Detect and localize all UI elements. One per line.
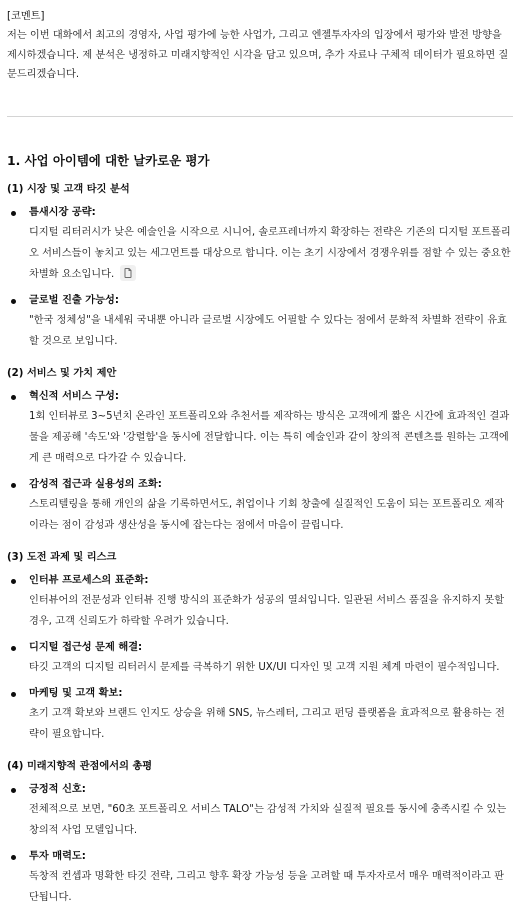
item-body	[29, 406, 513, 469]
list-item	[7, 291, 513, 352]
item-body-text: 스토리텔링을 통해 개인의 삶을 기록하면서도, 취업이나 기회 창출에 실질적인 도움이 되는 포트폴리오 제작이라는 점이 감성과 생산성을 동시에 잡는다는 점에서 마음이 끌립니다.	[29, 498, 505, 531]
item-body-text: 1회 인터뷰로 3~5년치 온라인 포트폴리오와 추천서를 제작하는 방식은 고객에게 짧은 시간에 효과적인 결과물을 제공해 '속도'와 '강렬함'을 동시에 전달합니다. 이는 특히 예술인과 같이 창의적 콘텐츠를 원하는 고객에게 큰 매력으로 다가갈 수 있습니다.	[29, 410, 510, 464]
list-item	[7, 387, 513, 469]
bullet-dot	[11, 395, 16, 400]
bullet-list	[7, 387, 513, 536]
subsection-title: (3) 도전 과제 및 리스크	[7, 551, 117, 563]
item-title: 디지털 접근성 문제 해결:	[29, 641, 143, 653]
bullet-list	[7, 780, 513, 908]
subsection-title: (1) 시장 및 고객 타깃 분석	[7, 183, 130, 195]
subsection-title: (4) 미래지향적 관점에서의 총평	[7, 760, 153, 772]
list-item	[7, 684, 513, 745]
subsection	[7, 757, 513, 908]
item-title: 감성적 접근과 실용성의 조화:	[29, 478, 162, 490]
bullet-list	[7, 571, 513, 745]
item-title: 투자 매력도:	[29, 850, 86, 862]
bullet-dot	[11, 299, 16, 304]
list-item	[7, 638, 513, 678]
item-body	[29, 703, 513, 745]
item-body-text: 초기 고객 확보와 브랜드 인지도 상승을 위해 SNS, 뉴스레터, 그리고 펀딩 플랫폼을 효과적으로 활용하는 전략이 필요합니다.	[29, 707, 505, 740]
evaluation-content	[7, 180, 513, 908]
list-item	[7, 475, 513, 536]
item-body-text: 디지털 리터러시가 낮은 예술인을 시작으로 시니어, 솔로프레너까지 확장하는 전략은 기존의 디지털 포트폴리오 서비스들이 놓치고 있는 세그먼트를 대상으로 합니다. 이는 초기 시장에서 경쟁우위를 점할 수 있는 중요한 차별화 요소입니다.	[29, 226, 511, 280]
item-title: 인터뷰 프로세스의 표준화:	[29, 574, 149, 586]
item-body-text: 타깃 고객의 디지털 리터러시 문제를 극복하기 위한 UX/UI 디자인 및 고객 지원 체계 마련이 필수적입니다.	[29, 661, 500, 673]
bullet-dot	[11, 646, 16, 651]
item-title: 혁신적 서비스 구성:	[29, 390, 119, 402]
comment-body: 저는 이번 대화에서 최고의 경영자, 사업 평가에 능한 사업가, 그리고 엔젤투자자의 입장에서 평가와 발전 방향을 제시하겠습니다. 제 분석은 냉정하고 미래지향적인 시각을 담고 있으며, 추가 자료나 구체적 데이터가 필요하면 질문드리겠습니다.	[7, 30, 509, 80]
section-title: 1. 사업 아이템에 대한 날카로운 평가	[7, 152, 210, 168]
subsection	[7, 180, 513, 352]
item-body	[29, 866, 513, 908]
item-body	[29, 590, 513, 632]
bullet-dot	[11, 692, 16, 697]
comment-label: [코멘트]	[7, 11, 45, 22]
list-item	[7, 571, 513, 632]
subsection	[7, 364, 513, 536]
section-divider	[7, 116, 513, 117]
bullet-dot	[11, 483, 16, 488]
list-item	[7, 780, 513, 841]
item-title: 마케팅 및 고객 확보:	[29, 687, 123, 699]
bullet-dot	[11, 579, 16, 584]
item-body	[29, 222, 513, 285]
subsection-title: (2) 서비스 및 가치 제안	[7, 367, 117, 379]
bullet-dot	[11, 211, 16, 216]
bullet-list	[7, 203, 513, 352]
list-item	[7, 203, 513, 285]
item-body	[29, 310, 513, 352]
subsection	[7, 548, 513, 745]
comment-block	[7, 7, 513, 85]
bullet-dot	[11, 788, 16, 793]
item-body	[29, 494, 513, 536]
item-title: 글로벌 진출 가능성:	[29, 294, 119, 306]
item-title: 틈새시장 공략:	[29, 206, 96, 218]
item-body	[29, 657, 513, 678]
list-item	[7, 847, 513, 908]
document-icon[interactable]	[120, 265, 136, 281]
item-body-text: 전체적으로 보면, "60초 포트폴리오 서비스 TALO"는 감성적 가치와 실질적 필요를 동시에 충족시킬 수 있는 창의적 사업 모델입니다.	[29, 803, 507, 836]
item-body	[29, 799, 513, 841]
item-title: 긍정적 신호:	[29, 783, 86, 795]
item-body-text: "한국 정체성"을 내세워 국내뿐 아니라 글로벌 시장에도 어필할 수 있다는 점에서 문화적 차별화 전략이 유효할 것으로 보입니다.	[29, 314, 507, 347]
item-body-text: 독창적 컨셉과 명확한 타깃 전략, 그리고 향후 확장 가능성 등을 고려할 때 투자자로서 매우 매력적이라고 판단됩니다.	[29, 870, 504, 903]
bullet-dot	[11, 855, 16, 860]
item-body-text: 인터뷰어의 전문성과 인터뷰 진행 방식의 표준화가 성공의 열쇠입니다. 일관된 서비스 품질을 유지하지 못할 경우, 고객 신뢰도가 하락할 우려가 있습니다.	[29, 594, 505, 627]
